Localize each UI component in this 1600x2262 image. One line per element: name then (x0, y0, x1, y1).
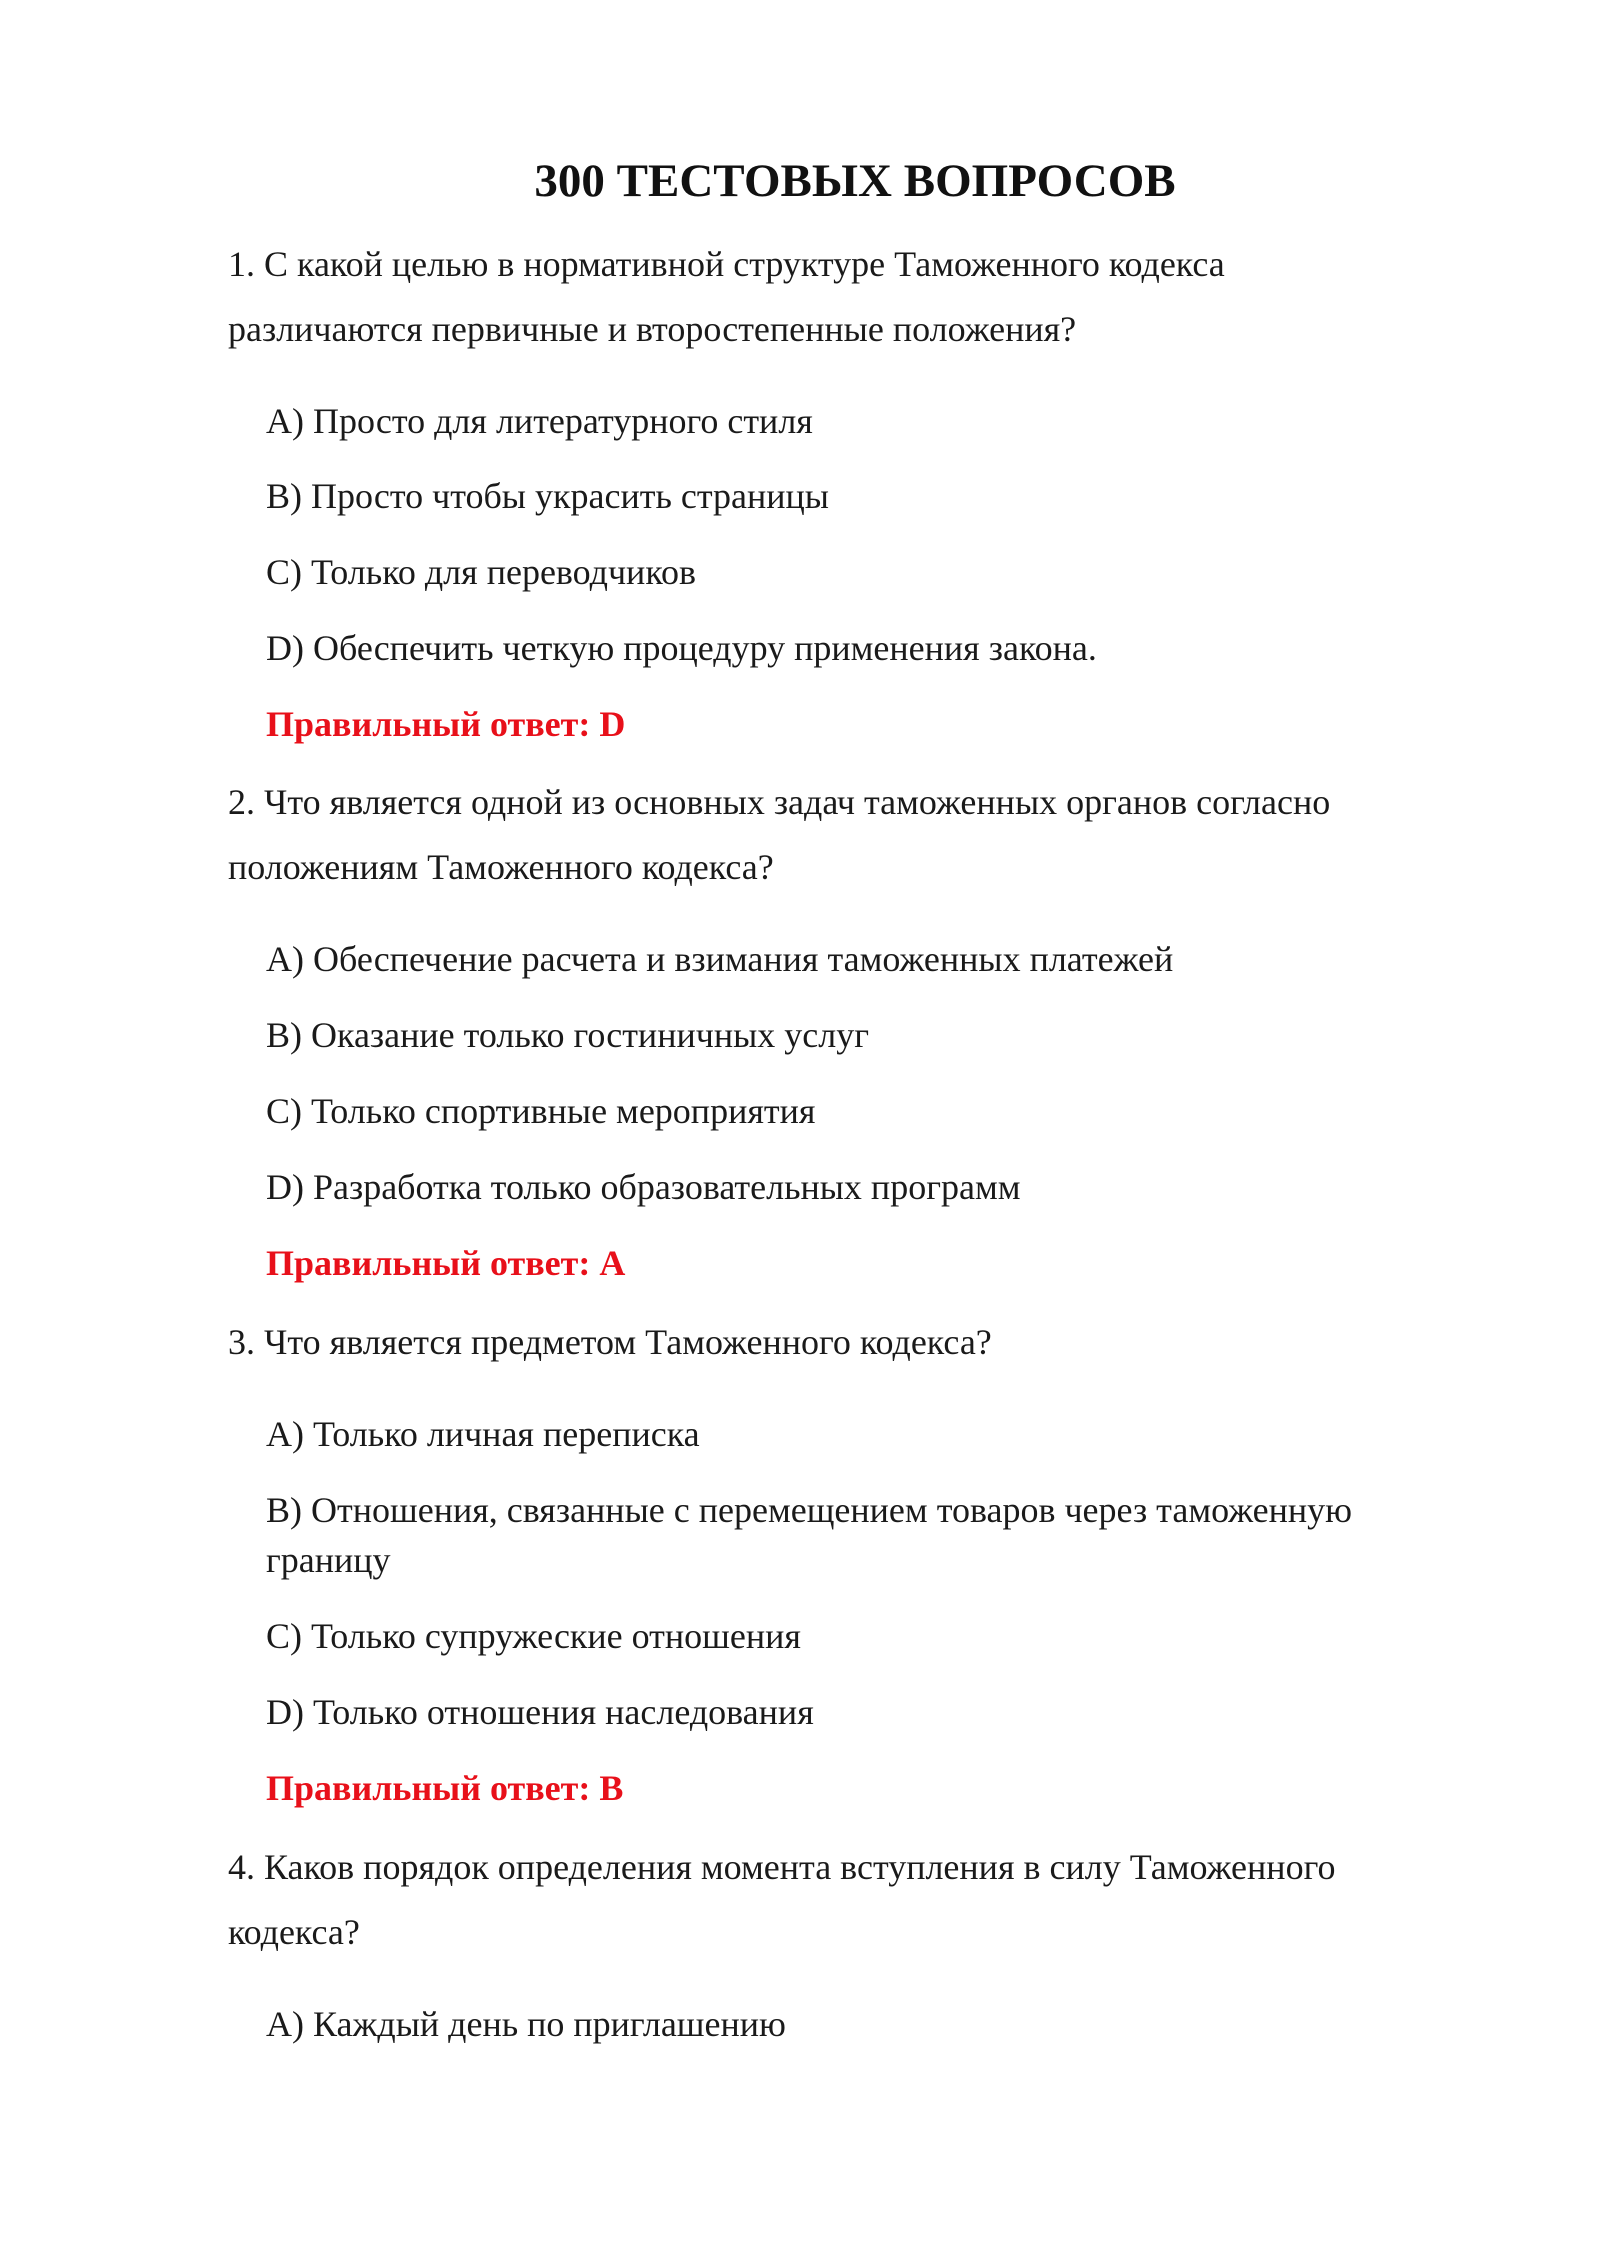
question-2-option-b: B) Оказание только гостиничных услуг (266, 1015, 869, 1055)
question-3: 3. Что является предметом Таможенного кодекса? (228, 1322, 992, 1362)
question-3-answer (266, 1763, 623, 1813)
question-4: 4. Каков порядок определения момента вступления в силу Таможенного кодекса? (228, 1847, 1336, 1952)
question-2-answer (266, 1238, 625, 1288)
question-1-answer (266, 699, 625, 749)
answer-letter: A (599, 1243, 626, 1283)
question-1-option-d: D) Обеспечить четкую процедуру применения закона. (266, 628, 1097, 668)
question-2: 2. Что является одной из основных задач таможенных органов согласно положениям Таможенного кодекса? (228, 782, 1331, 887)
question-4-option-a: A) Каждый день по приглашению (266, 2004, 786, 2044)
question-3-option-c: C) Только супружеские отношения (266, 1616, 801, 1656)
question-3-option-b: B) Отношения, связанные с перемещением товаров через таможенную границу (266, 1490, 1353, 1580)
answer-letter: D (599, 704, 626, 744)
answer-letter: B (599, 1768, 624, 1808)
answer-label: Правильный ответ: (266, 1768, 591, 1808)
answer-label: Правильный ответ: (266, 704, 591, 744)
question-1-option-a: A) Просто для литературного стиля (266, 401, 813, 441)
answer-label: Правильный ответ: (266, 1243, 591, 1283)
question-2-option-c: C) Только спортивные мероприятия (266, 1091, 816, 1131)
question-2-option-d: D) Разработка только образовательных программ (266, 1167, 1021, 1207)
question-2-option-a: A) Обеспечение расчета и взимания таможенных платежей (266, 939, 1174, 979)
question-1-option-c: C) Только для переводчиков (266, 552, 696, 592)
page-title: 300 ТЕСТОВЫХ ВОПРОСОВ (534, 155, 1176, 207)
question-3-option-a: A) Только личная переписка (266, 1414, 700, 1454)
question-1: 1. С какой целью в нормативной структуре Таможенного кодекса различаются первичные и второстепенные положения? (228, 244, 1225, 349)
question-1-option-b: B) Просто чтобы украсить страницы (266, 476, 829, 516)
question-3-option-d: D) Только отношения наследования (266, 1692, 814, 1732)
